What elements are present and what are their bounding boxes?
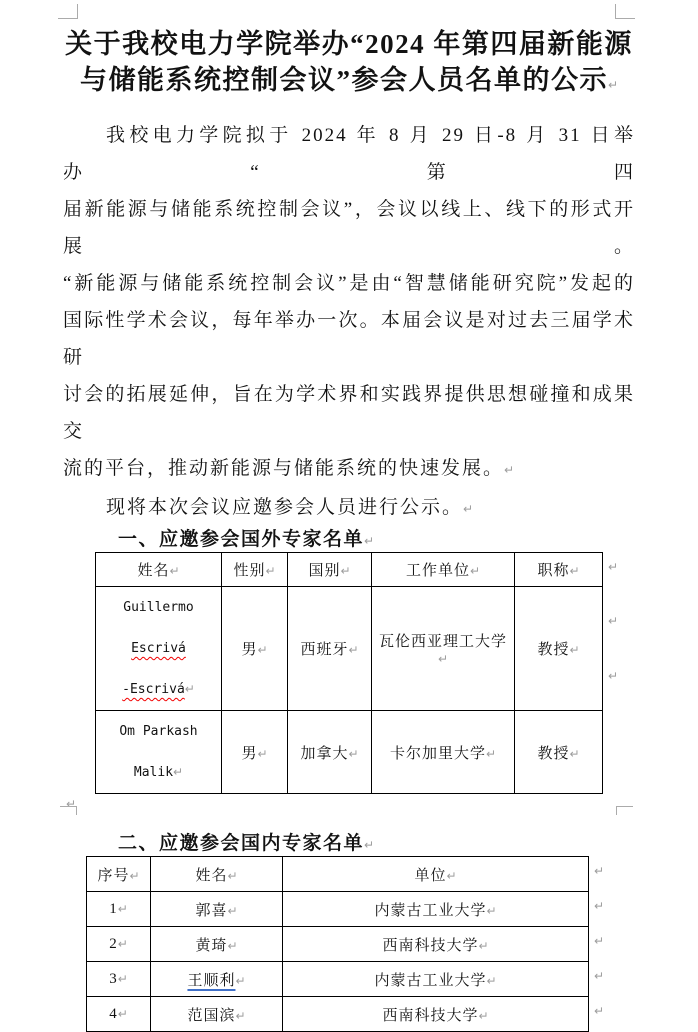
table-row [96,587,603,711]
paragraph-mark: ↵ [607,78,619,92]
title-line-2: 与储能系统控制会议”参会人员名单的公示 [79,65,608,95]
cell-mark: ↵ [265,564,276,578]
text-boundary-mark-bottom-right [616,806,633,815]
paragraph-mark: ↵ [66,797,77,811]
paragraph-mark: ↵ [504,463,515,477]
end-of-row-mark: ↵ [608,669,619,683]
cell-mark: ↵ [117,1006,128,1021]
table-row [87,962,589,997]
body-line: “新能源与储能系统控制会议”是由“智慧储能研究院”发起的 [63,273,635,294]
cell-title: 教授↵ [515,587,603,711]
table-row [87,927,589,962]
cell-name: Guillermo Escrivá -Escrivá↵ [96,587,222,711]
header-affiliation: 工作单位↵ [372,553,515,587]
cell-mark: ↵ [257,746,268,761]
cell-no: 3↵ [87,962,151,997]
domestic-experts-table [86,856,589,1032]
cell-mark: ↵ [469,564,481,578]
header-country: 国别↵ [288,553,372,587]
body-line: 现将本次会议应邀参会人员进行公示。↵ [106,497,474,518]
end-of-row-mark: ↵ [608,614,619,628]
end-of-row-mark: ↵ [594,1004,605,1018]
end-of-row-mark: ↵ [608,560,619,574]
cell-name: 范国滨↵ [151,997,283,1032]
paragraph-mark: ↵ [364,534,375,548]
cell-mark: ↵ [348,746,359,761]
cell-mark: ↵ [169,564,180,578]
text-boundary-mark-bottom-left [60,806,77,815]
cell-country: 西班牙↵ [288,587,372,711]
body-line: 我校电力学院拟于 2024 年 8 月 29 日-8 月 31 日举办“第四 [63,125,635,183]
cell-title: 教授↵ [515,711,603,794]
cell-no: 1↵ [87,892,151,927]
cell-mark: ↵ [117,936,128,951]
cell-mark: ↵ [184,682,195,696]
cell-mark: ↵ [478,1008,489,1023]
cell-mark: ↵ [235,973,246,988]
hyperlinked-name[interactable]: 王顺利 [187,972,236,989]
header-affiliation: 单位↵ [283,857,589,892]
cell-gender: 男↵ [222,587,288,711]
cell-affiliation: 卡尔加里大学↵ [372,711,515,794]
cell-gender: 男↵ [222,711,288,794]
cell-mark: ↵ [235,1008,246,1023]
header-name: 姓名↵ [96,553,222,587]
misspelled-word: -Escrivá [122,682,185,697]
cell-mark: ↵ [569,564,580,578]
domestic-experts-table-wrap [86,856,698,1032]
cell-affiliation: 内蒙古工业大学↵ [283,892,589,927]
paragraph-mark: ↵ [463,502,474,516]
cell-name: Om Parkash Malik↵ [96,711,222,794]
table-header-row [96,553,603,587]
cell-mark: ↵ [340,564,351,578]
cell-no: 4↵ [87,997,151,1032]
document-title [0,0,698,103]
title-line-1: 关于我校电力学院举办“2024 年第四届新能源 [65,29,633,59]
header-title: 职称↵ [515,553,603,587]
table-row [87,997,589,1032]
cell-mark: ↵ [257,643,268,657]
foreign-experts-table-wrap [95,552,698,794]
misspelled-word: Escrivá [131,641,186,656]
cell-mark: ↵ [227,903,238,918]
body-line: 流的平台，推动新能源与储能系统的快速发展。↵ [63,458,515,479]
foreign-experts-table [95,552,603,794]
cell-mark: ↵ [348,643,359,657]
body-line: 讨会的拓展延伸，旨在为学术界和实践界提供思想碰撞和成果交 [63,384,635,442]
section-heading-domestic-experts: 二、应邀参会国内专家名单↵ [118,832,375,854]
body-paragraphs [63,117,635,528]
header-gender: 性别↵ [222,553,288,587]
body-line: 国际性学术会议，每年举办一次。本届会议是对过去三届学术研 [63,310,635,368]
text-boundary-mark-top-left [58,4,78,19]
section-heading-foreign-experts: 一、应邀参会国外专家名单↵ [118,528,375,550]
cell-mark: ↵ [117,971,128,986]
cell-affiliation: 瓦伦西亚理工大学↵ [372,587,515,711]
cell-no: 2↵ [87,927,151,962]
table-row [96,711,603,794]
cell-mark: ↵ [486,973,497,988]
text-boundary-mark-top-right [615,4,635,19]
cell-mark: ↵ [227,938,238,953]
end-of-row-mark: ↵ [594,969,605,983]
header-name: 姓名↵ [151,857,283,892]
cell-mark: ↵ [129,868,140,883]
cell-mark: ↵ [117,901,128,916]
end-of-row-mark: ↵ [594,864,605,878]
cell-mark: ↵ [437,651,449,666]
cell-name: 郭喜↵ [151,892,283,927]
cell-mark: ↵ [485,746,497,761]
table-header-row [87,857,589,892]
cell-mark: ↵ [569,746,580,761]
end-of-row-mark: ↵ [594,899,605,913]
cell-affiliation: 西南科技大学↵ [283,927,589,962]
end-of-row-mark: ↵ [594,934,605,948]
table-row [87,892,589,927]
cell-mark: ↵ [478,938,489,953]
cell-name: 黄琦↵ [151,927,283,962]
body-line: 届新能源与储能系统控制会议”，会议以线上、线下的形式开展。 [63,199,635,257]
cell-mark: ↵ [227,868,238,883]
cell-mark: ↵ [569,643,580,657]
cell-affiliation: 西南科技大学↵ [283,997,589,1032]
header-no: 序号↵ [87,857,151,892]
cell-name [151,962,283,997]
cell-mark: ↵ [446,868,457,883]
cell-affiliation: 内蒙古工业大学↵ [283,962,589,997]
cell-mark: ↵ [173,765,184,779]
paragraph-mark: ↵ [364,838,375,852]
cell-country: 加拿大↵ [288,711,372,794]
cell-mark: ↵ [486,903,497,918]
